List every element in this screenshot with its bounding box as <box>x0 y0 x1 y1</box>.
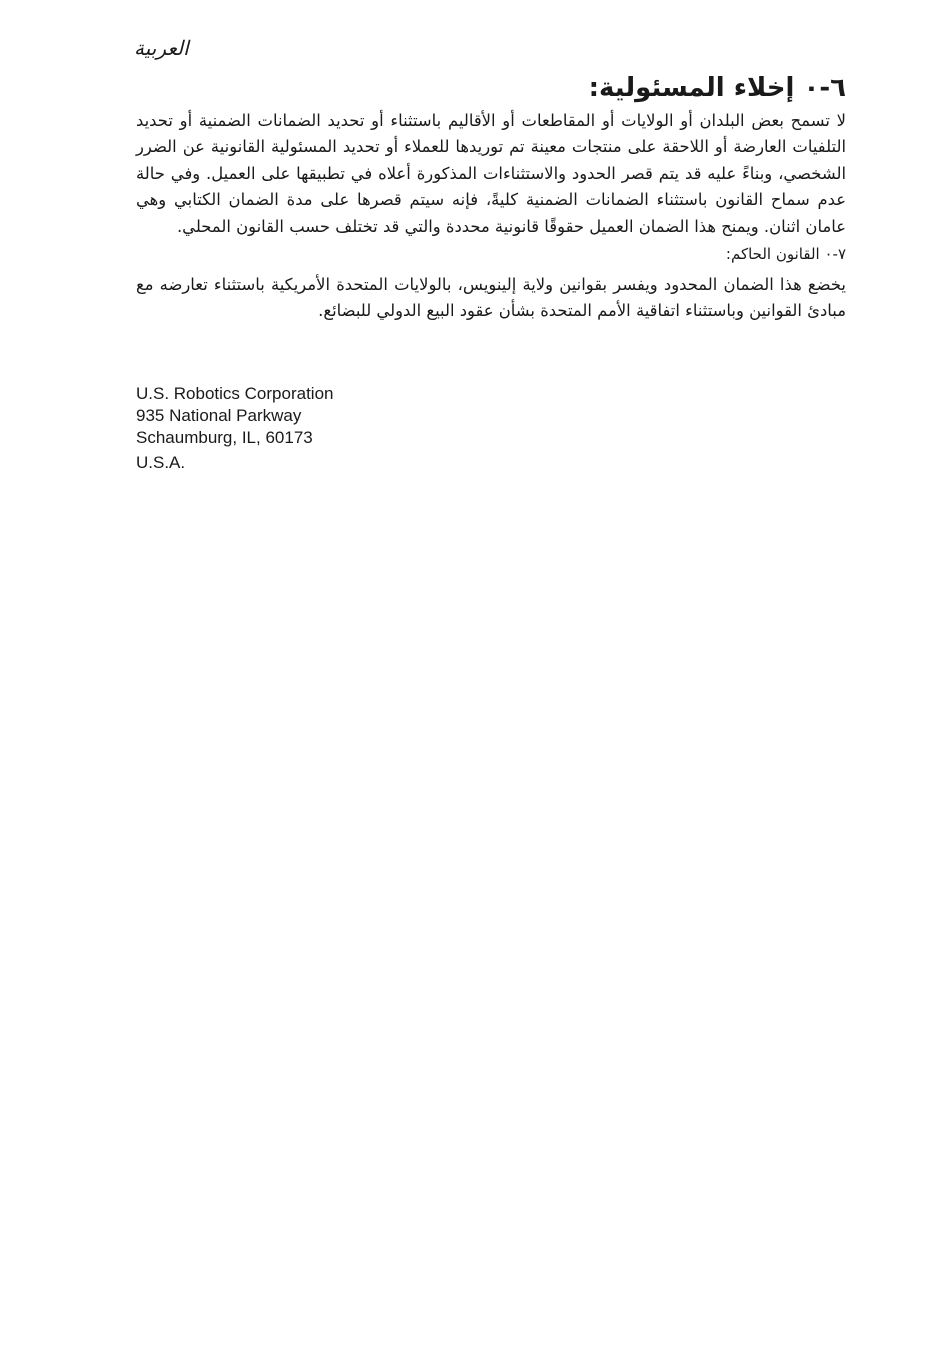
address-city: Schaumburg, IL, 60173 <box>136 428 313 447</box>
governing-law-paragraph: يخضع هذا الضمان المحدود ويفسر بقوانين ولاية إلينويس، بالولايات المتحدة الأمريكية باستثناء تعارضه مع مبادئ القوانين وباستثناء اتفاقية الأمم المتحدة بشأن عقود البيع الدولي للبضائع. <box>136 275 846 321</box>
address-street: 935 National Parkway <box>136 406 302 425</box>
company-address <box>136 383 333 474</box>
section-title-disclaimer: ٦-٠ إخلاء المسئولية: <box>588 73 846 103</box>
language-label: العربية <box>134 36 189 60</box>
address-company: U.S. Robotics Corporation <box>136 384 334 403</box>
disclaimer-paragraph: لا تسمح بعض البلدان أو الولايات أو المقاطعات أو الأقاليم باستثناء أو تحديد الضمانات الضمنية أو تحديد التلفيات العارضة أو اللاحقة على منتجات معينة تم توريدها للعملاء أو تحديد المسئولية القانونية عن الضرر الشخصي، وبناءً عليه قد يتم قصر الحدود والاستثناءات المذكورة أعلاه في تطبيقها على العميل. وفي حالة عدم سماح القانون باستثناء الضمانات الضمنية كليةً، فإنه سيتم قصرها على مدة الضمان الكتابي وهي عامان اثنان. ويمنح هذا الضمان العميل حقوقًا قانونية محددة والتي قد تختلف حسب القانون المحلي. <box>136 111 846 236</box>
section-title-governing-law: ٧-٠ القانون الحاكم: <box>725 245 846 264</box>
address-country: U.S.A. <box>136 453 186 472</box>
warranty-text-block <box>136 70 846 325</box>
